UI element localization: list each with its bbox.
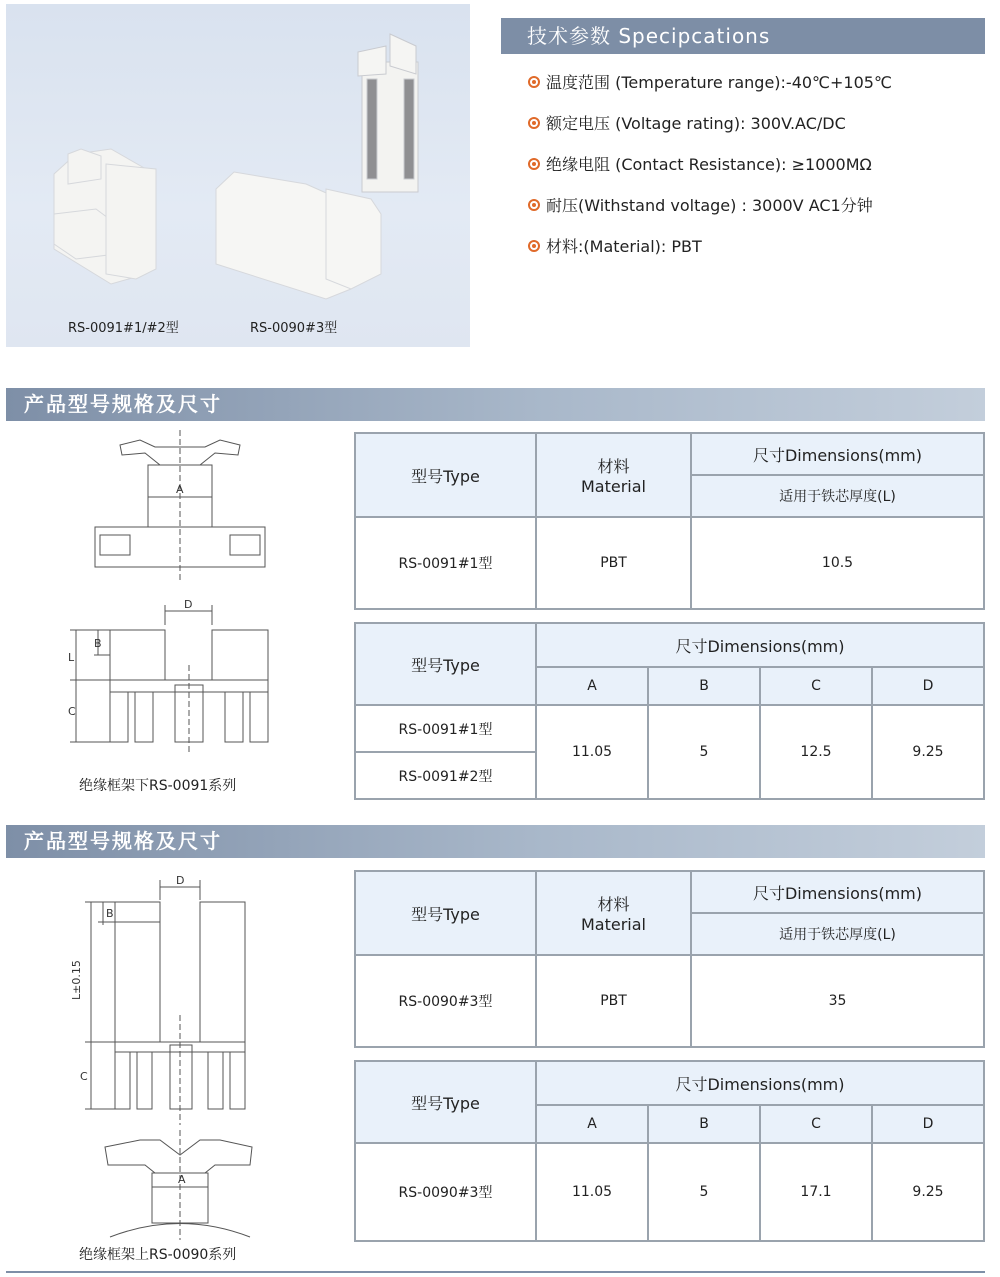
drawing-rs0090 — [40, 865, 340, 1245]
header-dimensions: 尺寸Dimensions(mm) — [536, 1061, 984, 1105]
cell-thickness: 10.5 — [691, 517, 984, 609]
drawing-rs0091 — [40, 425, 340, 775]
spec-item — [528, 154, 892, 195]
spec-text: 额定电压 (Voltage rating): 300V.AC/DC — [546, 114, 846, 133]
header-material-en: Material — [581, 915, 646, 934]
header-col-a: A — [536, 667, 648, 705]
cell-a: 11.05 — [536, 705, 648, 799]
cell-c: 17.1 — [760, 1143, 872, 1241]
drawing-caption-rs0091: 绝缘框架下RS-0091系列 — [79, 778, 237, 794]
cell-type: RS-0090#3型 — [355, 955, 536, 1047]
cell-type: RS-0091#2型 — [355, 752, 536, 799]
cell-type: RS-0091#1型 — [355, 517, 536, 609]
cell-material: PBT — [536, 517, 691, 609]
header-type: 型号Type — [355, 433, 536, 517]
header-col-b: B — [648, 667, 760, 705]
bullet-icon — [528, 240, 540, 252]
header-col-d: D — [872, 667, 984, 705]
spec-table-rs0090-thickness — [354, 870, 985, 1048]
header-type: 型号Type — [355, 623, 536, 705]
bullet-icon — [528, 76, 540, 88]
header-dimensions: 尺寸Dimensions(mm) — [691, 433, 984, 475]
drawing-caption-rs0090: 绝缘框架上RS-0090系列 — [79, 1247, 237, 1263]
header-col-c: C — [760, 667, 872, 705]
spec-item — [528, 236, 892, 277]
header-dimensions: 尺寸Dimensions(mm) — [691, 871, 984, 913]
cell-d: 9.25 — [872, 1143, 984, 1241]
bullet-icon — [528, 158, 540, 170]
header-type: 型号Type — [355, 871, 536, 955]
spec-text: 耐压(Withstand voltage) : 3000V AC1分钟 — [546, 196, 873, 215]
cell-b: 5 — [648, 1143, 760, 1241]
spec-item — [528, 113, 892, 154]
dim-label-a: A — [176, 483, 184, 496]
spec-table-rs0090-dimensions — [354, 1060, 985, 1242]
spec-item — [528, 195, 892, 236]
bottom-divider — [6, 1271, 985, 1273]
header-col-c: C — [760, 1105, 872, 1143]
spec-table-rs0091-dimensions — [354, 622, 985, 800]
dim-label-d: D — [176, 874, 185, 887]
dim-label-l: L — [68, 651, 75, 664]
dim-label-l: L±0.15 — [70, 960, 83, 1000]
cell-type: RS-0091#1型 — [355, 705, 536, 752]
dim-label-b: B — [106, 907, 114, 920]
spec-text: 温度范围 (Temperature range):-40℃+105℃ — [546, 73, 892, 92]
cell-type: RS-0090#3型 — [355, 1143, 536, 1241]
spec-item — [528, 72, 892, 113]
dim-label-c: C — [68, 705, 76, 718]
product-photo-illustration — [6, 4, 470, 347]
spec-text: 材料:(Material): PBT — [546, 237, 702, 256]
cell-a: 11.05 — [536, 1143, 648, 1241]
dim-label-c: C — [80, 1070, 88, 1083]
photo-caption-rs0091: RS-0091#1/#2型 — [68, 321, 179, 336]
header-material-cn: 材料 — [597, 457, 630, 476]
spec-header: 技术参数 Specipcations — [501, 18, 985, 54]
cell-c: 12.5 — [760, 705, 872, 799]
bullet-icon — [528, 199, 540, 211]
dim-label-b: B — [94, 637, 102, 650]
product-photo-panel — [6, 4, 470, 347]
header-col-a: A — [536, 1105, 648, 1143]
header-core-thickness: 适用于铁芯厚度(L) — [691, 475, 984, 517]
cell-material: PBT — [536, 955, 691, 1047]
header-col-b: B — [648, 1105, 760, 1143]
dim-label-a: A — [178, 1173, 186, 1186]
header-core-thickness: 适用于铁芯厚度(L) — [691, 913, 984, 955]
header-col-d: D — [872, 1105, 984, 1143]
header-material-en: Material — [581, 477, 646, 496]
spec-list — [528, 72, 892, 277]
header-material — [536, 871, 691, 955]
dim-label-d: D — [184, 598, 193, 611]
cell-thickness: 35 — [691, 955, 984, 1047]
section-title-rs0090: 产品型号规格及尺寸 — [6, 825, 985, 858]
header-type: 型号Type — [355, 1061, 536, 1143]
section-title-rs0091: 产品型号规格及尺寸 — [6, 388, 985, 421]
header-material — [536, 433, 691, 517]
spec-table-rs0091-thickness — [354, 432, 985, 610]
header-material-cn: 材料 — [597, 895, 630, 914]
spec-text: 绝缘电阻 (Contact Resistance): ≥1000MΩ — [546, 155, 872, 174]
bullet-icon — [528, 117, 540, 129]
cell-b: 5 — [648, 705, 760, 799]
cell-d: 9.25 — [872, 705, 984, 799]
header-dimensions: 尺寸Dimensions(mm) — [536, 623, 984, 667]
photo-caption-rs0090: RS-0090#3型 — [250, 321, 338, 336]
